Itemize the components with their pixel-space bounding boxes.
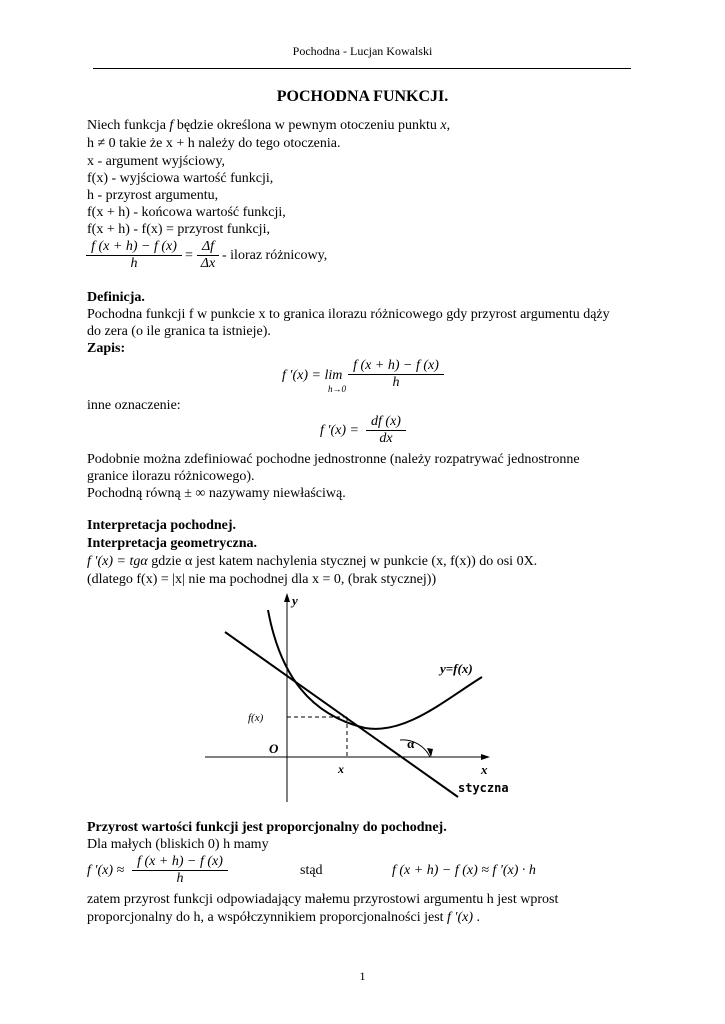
derivative-lhs: f ′(x) = lim (282, 368, 343, 383)
stad-word: stąd (300, 863, 323, 878)
tangent-figure (200, 590, 530, 805)
difference-quotient (86, 239, 182, 272)
derivative-numerator: f (x + h) − f (x) (353, 358, 439, 373)
increment-result: f (x + h) − f (x) ≈ f ′(x) · h (392, 863, 536, 878)
intro-line-4: f(x) - wyjściowa wartość funkcji, (87, 171, 274, 186)
definition-heading: Definicja. (87, 290, 145, 305)
intro-line-3: x - argument wyjściowy, (87, 154, 226, 169)
origin-label: O (269, 741, 279, 756)
increment-heading: Przyrost wartości funkcji jest proporcjonalny do pochodnej. (87, 820, 447, 835)
alt-denominator: dx (366, 430, 406, 447)
quotient-denominator: h (86, 255, 182, 272)
onesided-line-1: Podobnie można zdefiniować pochodne jednostronne (należy rozpatrywać jednostronne (87, 452, 580, 467)
delta-denominator: Δx (197, 255, 219, 272)
curve-label: y=f(x) (440, 661, 473, 676)
page-header: Pochodna - Lucjan Kowalski (292, 44, 433, 58)
increment-line-1: Dla małych (bliskich 0) h mamy (87, 837, 269, 852)
intro-line-7: f(x + h) - f(x) = przyrost funkcji, (87, 222, 270, 237)
limit-subscript: h→0 (328, 384, 346, 394)
alt-lhs: f ′(x) = (320, 423, 359, 438)
alt-fraction (366, 414, 406, 447)
intro-line-6: f(x + h) - końcowa wartość funkcji, (87, 205, 286, 220)
zapis-heading: Zapis: (87, 341, 126, 356)
intro-line-5: h - przyrost argumentu, (87, 188, 219, 203)
approx-fraction (132, 854, 228, 887)
geometric-note: (dlatego f(x) = |x| nie ma pochodnej dla x = 0, (brak stycznej)) (87, 572, 437, 587)
x-axis-label: x (481, 762, 488, 777)
fx-label: f(x) (248, 712, 264, 724)
page-number: 1 (359, 969, 366, 983)
interpretation-heading: Interpretacja pochodnej. (87, 518, 237, 533)
onesided-line-2: granice ilorazu różnicowego). (87, 469, 255, 484)
other-notation: inne oznaczenie: (87, 398, 181, 413)
quotient-numerator: f (x + h) − f (x) (91, 239, 177, 254)
geometric-line: f ′(x) = tgα gdzie α jest katem nachylenia stycznej w punkcie (x, f(x)) do osi 0X. (87, 554, 538, 569)
geometric-heading: Interpretacja geometryczna. (87, 536, 258, 551)
tangent-label: styczna (458, 781, 509, 795)
derivative-denominator: h (348, 374, 444, 391)
approx-lhs: f ′(x) ≈ (87, 863, 125, 878)
delta-quotient (197, 239, 219, 272)
x-axis-arrow (481, 754, 490, 760)
intro-line-2: h ≠ 0 takie że x + h należy do tego otoczenia. (87, 136, 341, 151)
delta-numerator: Δf (201, 239, 215, 254)
quotient-label: - iloraz różnicowy, (222, 248, 328, 263)
y-axis-arrow (284, 593, 290, 602)
derivative-fraction (348, 358, 444, 391)
definition-line-1: Pochodna funkcji f w punkcie x to granica ilorazu różnicowego gdy przyrost argumentu dąży (87, 307, 610, 322)
approx-denominator: h (132, 870, 228, 887)
alpha-label: α (407, 736, 415, 751)
page-title: POCHODNA FUNKCJI. (276, 88, 449, 105)
equals-sign: = (185, 248, 193, 263)
x-point-label: x (338, 762, 344, 776)
improper-line: Pochodną równą ± ∞ nazywamy niewłaściwą. (87, 486, 346, 501)
y-axis-label: y (292, 593, 298, 608)
conclusion-line-1: zatem przyrost funkcji odpowiadający małemu przyrostowi argumentu h jest wprost (87, 892, 559, 907)
definition-line-2: do zera (o ile granica ta istnieje). (87, 324, 271, 339)
header-rule (93, 68, 631, 69)
conclusion-line-2: proporcjonalny do h, a współczynnikiem proporcjonalności jest f ′(x) . (87, 910, 481, 925)
intro-line-1: Niech funkcja f będzie określona w pewnym otoczeniu punktu x, (87, 118, 451, 133)
alpha-arc (400, 740, 430, 757)
approx-numerator: f (x + h) − f (x) (137, 854, 223, 869)
alt-numerator: df (x) (371, 414, 401, 429)
